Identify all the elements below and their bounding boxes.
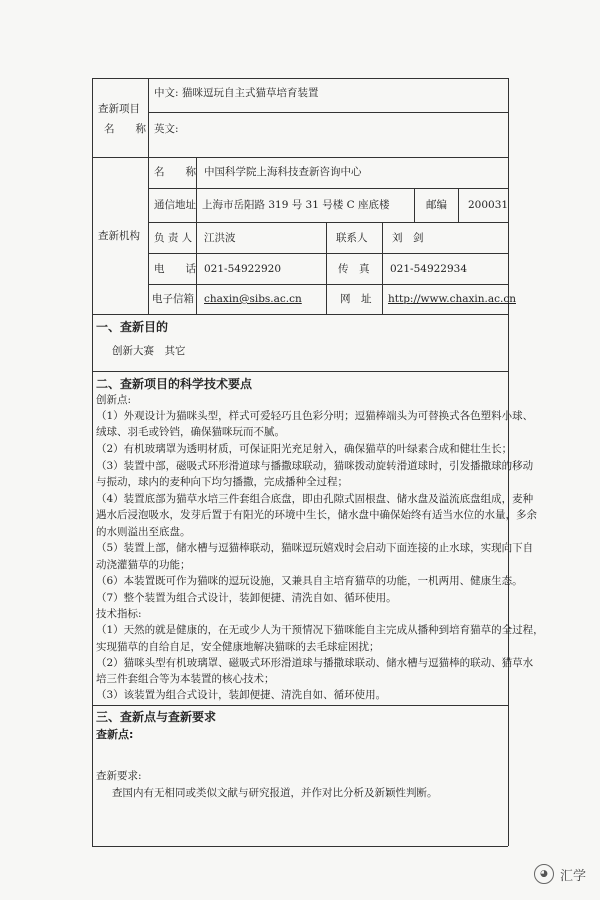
table-line: [148, 253, 508, 254]
address-value: 上海市岳阳路 319 号 31 号楼 C 座底楼: [202, 199, 390, 211]
tech-line: （1）天然的就是健康的，在无或少人为干预情况下猫咪能自主完成从播种到培育猫草的全过程，: [96, 624, 544, 636]
check-req-label: 查新要求:: [96, 770, 142, 782]
table-line: [148, 188, 508, 189]
table-line: [148, 112, 508, 113]
table-border-top: [92, 78, 508, 79]
address-label: 通信地址: [154, 199, 196, 211]
watermark-text: 汇学: [559, 868, 586, 884]
table-line: [196, 157, 197, 314]
table-line: [148, 222, 508, 223]
en-label: 英文:: [154, 123, 179, 135]
postcode-label: 邮编: [426, 199, 447, 211]
contact-value: 刘 剑: [392, 232, 424, 244]
table-line: [92, 314, 508, 315]
tech-line: （2）猫咪头型有机玻璃罩、磁吸式环形滑道球与播撒球联动、储水槽与逗猫棒的联动、猫草水: [96, 657, 534, 669]
check-req-body: 查国内有无相同或类似文献与研究报道，并作对比分析及新颖性判断。: [112, 787, 438, 799]
innov-line: 动浇灌猫草的功能；: [96, 559, 191, 571]
tech-label: 技术指标:: [96, 608, 142, 620]
zh-label: 中文:: [154, 87, 179, 99]
postcode-value: 200031: [468, 199, 509, 211]
email-value: chaxin@sibs.ac.cn: [204, 293, 302, 305]
innov-line: （6）本装置既可作为猫咪的逗玩设施，又兼具自主培育猫草的功能，一机两用、健康生态。: [96, 575, 523, 587]
table-line: [458, 188, 459, 222]
watermark: [534, 864, 586, 884]
zh-project-name: 猫咪逗玩自主式猫草培育装置: [182, 87, 319, 99]
fax-value: 021-54922934: [390, 263, 468, 275]
project-label-line1: 查新项目: [98, 103, 140, 115]
table-border-left: [92, 78, 93, 846]
tech-line: （3）该装置为组合式设计，装卸便捷、清洗自如、循环使用。: [96, 689, 387, 701]
table-line: [92, 157, 508, 158]
innov-line: 绒球、羽毛或铃铛，确保猫咪玩而不腻。: [96, 426, 285, 438]
innov-line: （7）整个装置为组合式设计，装卸便捷、清洗自如、循环使用。: [96, 592, 397, 604]
project-label-line2: 名 称: [104, 123, 146, 135]
tech-line: 培三件套组合等为本装置的核心技术；: [96, 673, 275, 685]
innov-line: 遇水后浸泡吸水，发芽后置于有阳光的环境中生长，储水盘中确保始终有适当水位的水量，多余: [96, 509, 537, 521]
innov-line: （1）外观设计为猫咪头型，样式可爱轻巧且色彩分明；逗猫棒端头为可替换式各色塑料小球、: [96, 410, 534, 422]
innov-line: 与振动，球内的麦种向下均匀播撒，完成播种全过程；: [96, 476, 348, 488]
table-line: [92, 705, 508, 706]
leader-label: 负 责 人: [154, 232, 193, 244]
inst-name-label: 名 称: [154, 166, 196, 178]
web-label: 网 址: [340, 293, 372, 305]
table-line: [148, 284, 508, 285]
check-point-label: 查新点:: [96, 728, 134, 741]
table-line: [382, 222, 383, 314]
table-border-bottom: [92, 846, 508, 847]
innov-line: 的水则溢出至底盘。: [96, 526, 191, 538]
table-line: [92, 371, 508, 372]
tech-line: 实现猫草的自给自足，安全健康地解决猫咪的去毛球症困扰；: [96, 641, 380, 653]
inst-name-value: 中国科学院上海科技查新咨询中心: [204, 166, 362, 178]
innov-line: （4）装置底部为猫草水培三件套组合底盘，即由孔隙式固根盘、储水盘及溢流底盘组成，麦种: [96, 493, 534, 505]
table-line: [414, 188, 415, 222]
innov-line: （2）有机玻璃罩为透明材质，可保证阳光充足射入，确保猫草的叶绿素合成和健壮生长；: [96, 443, 513, 455]
section3-title: 三、查新点与查新要求: [96, 710, 217, 724]
innov-line: （5）装置上部，储水槽与逗猫棒联动，猫咪逗玩嬉戏时会启动下面连接的止水球，实现向下自: [96, 542, 534, 554]
table-line: [148, 78, 149, 314]
wechat-circle-icon: ◕: [534, 864, 554, 884]
institution-label: 查新机构: [98, 230, 140, 242]
innov-label: 创新点:: [96, 394, 132, 406]
innov-line: （3）装置中部，磁吸式环形滑道球与播撒球联动，猫咪拨动旋转滑道球时，引发播撒球的移动: [96, 460, 534, 472]
contact-label: 联系人: [336, 232, 368, 244]
phone-value: 021-54922920: [204, 263, 282, 275]
section1-title: 一、查新目的: [96, 320, 169, 334]
section2-title: 二、查新项目的科学技术要点: [96, 377, 253, 391]
web-value: http://www.chaxin.ac.cn: [388, 293, 516, 305]
phone-label: 电 话: [154, 263, 196, 275]
table-line: [326, 222, 327, 314]
section1-body: 创新大赛 其它: [112, 345, 186, 357]
fax-label: 传 真: [338, 263, 370, 275]
email-label: 电子信箱: [152, 293, 194, 305]
leader-value: 江洪波: [204, 232, 236, 244]
